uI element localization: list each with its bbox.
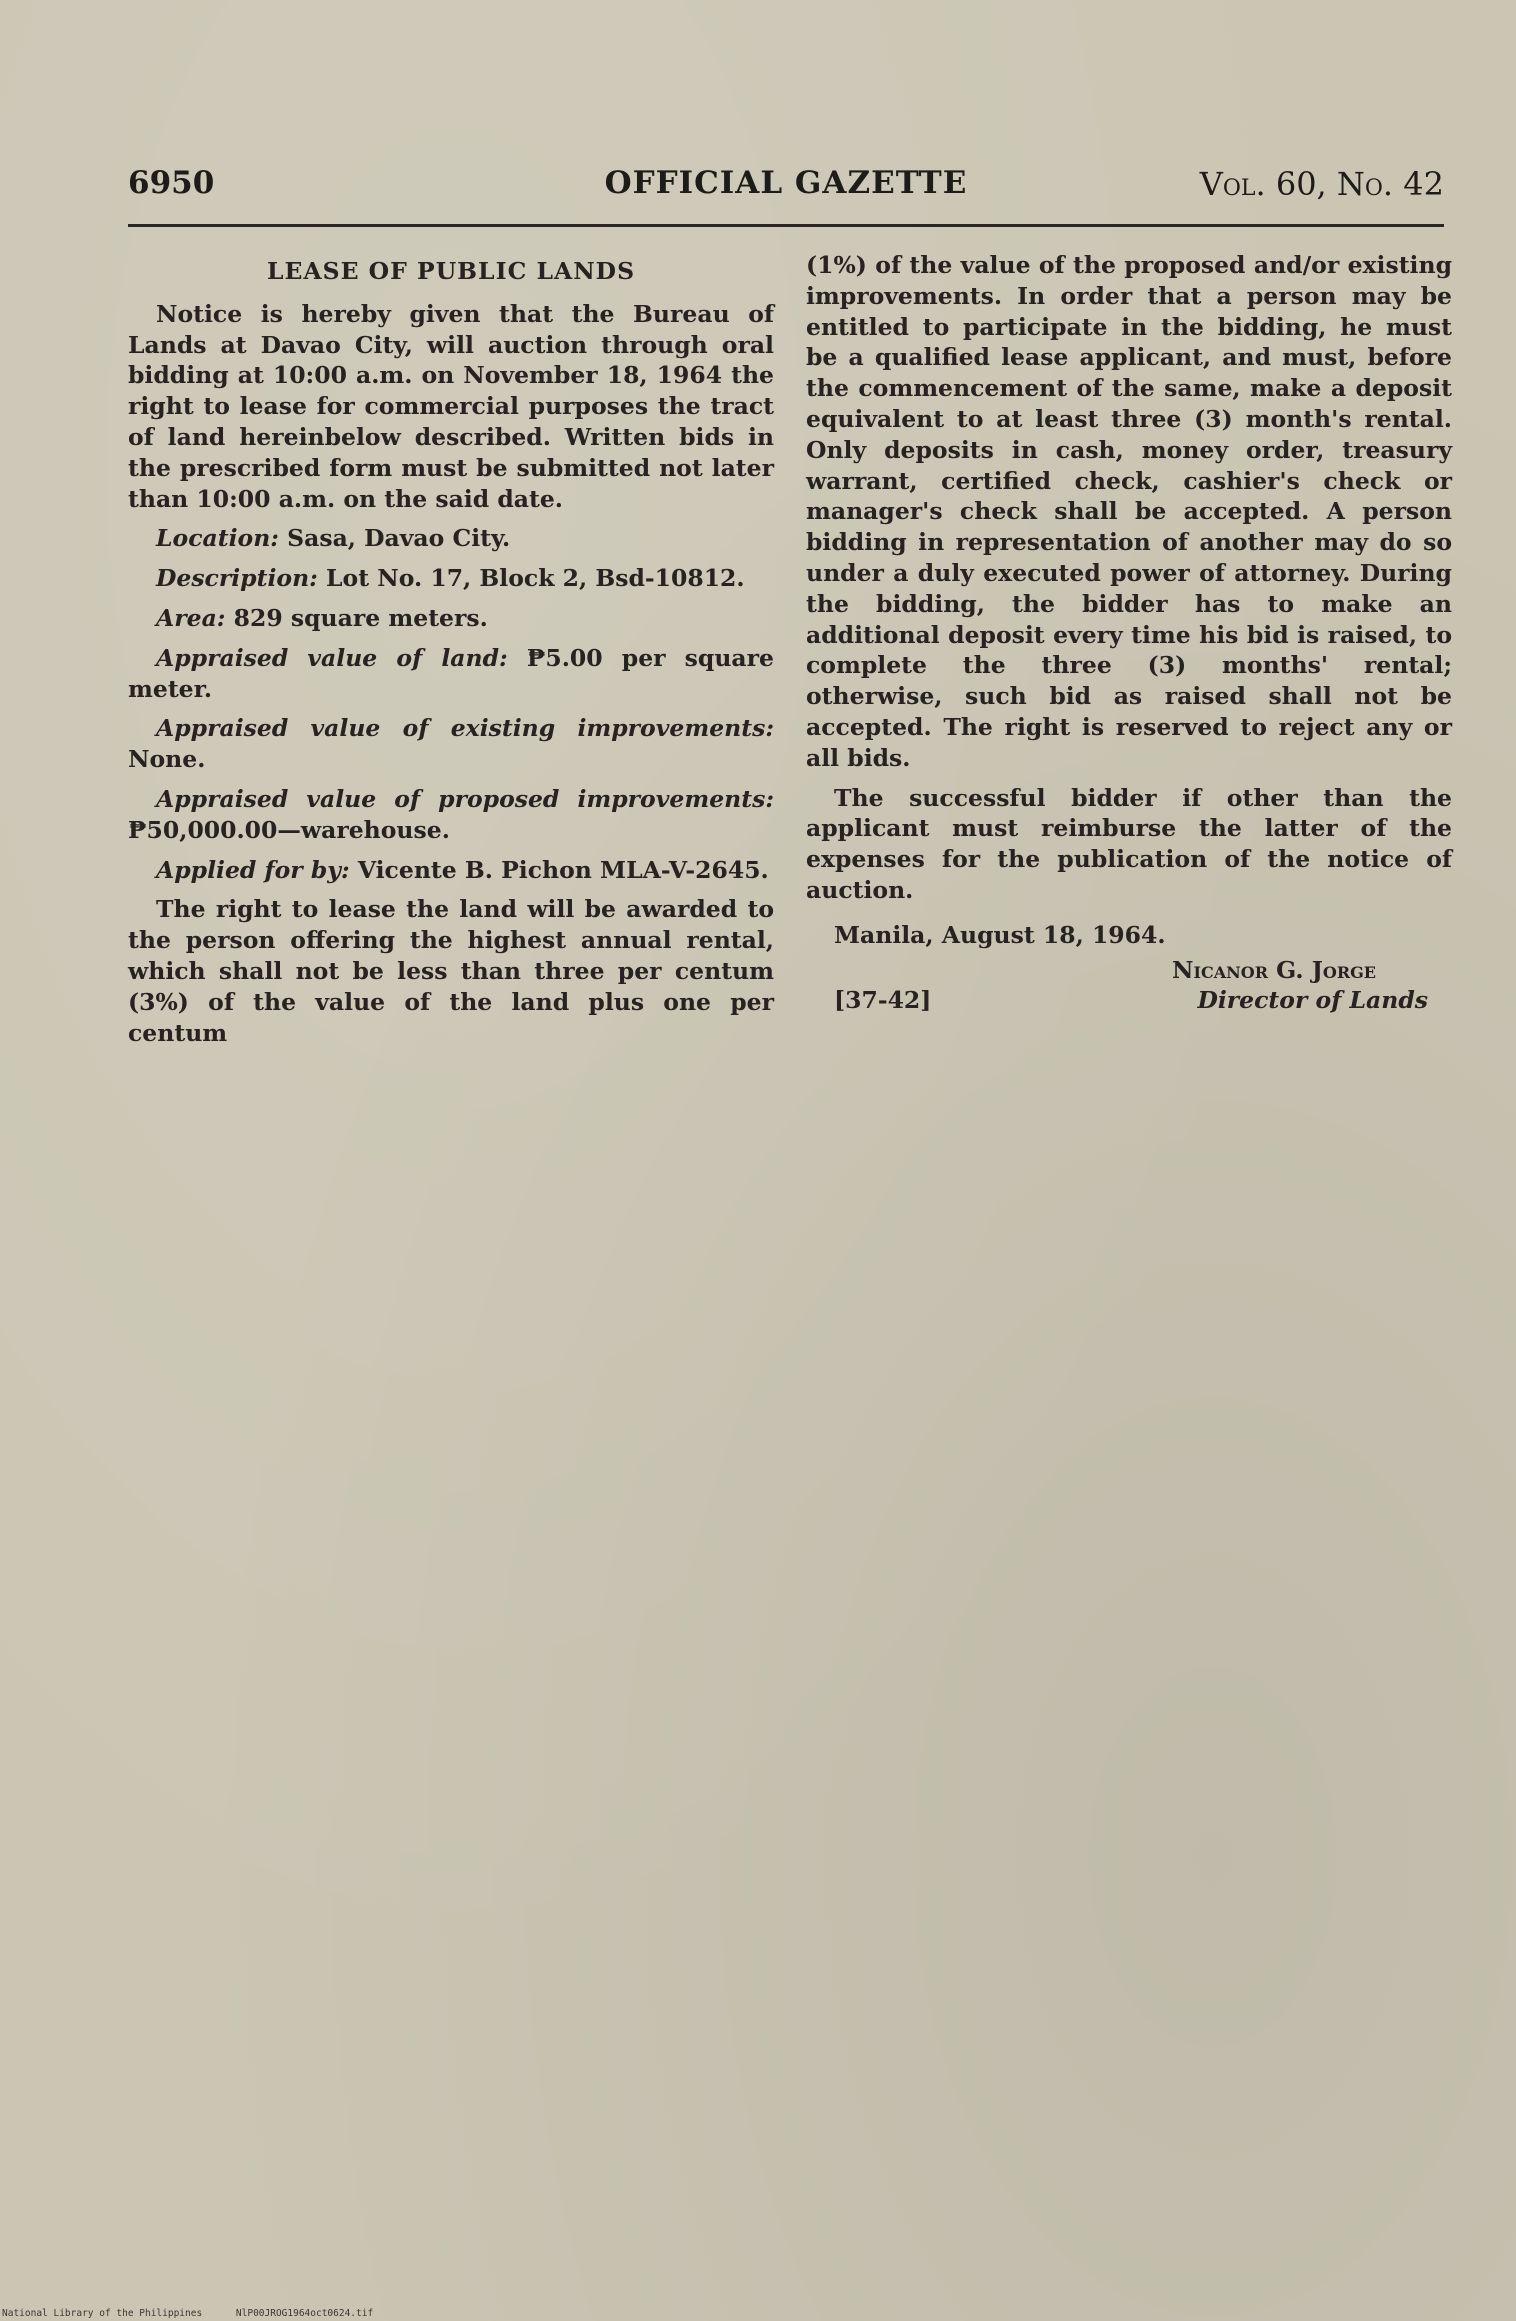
appraised-proposed-value: ₱50,000.00—warehouse.	[128, 815, 450, 844]
issue-reference: [37-42]	[834, 986, 932, 1015]
scan-footer	[2, 2308, 401, 2319]
location-field	[128, 523, 774, 554]
description-value: Lot No. 17, Block 2, Bsd-10812.	[326, 564, 745, 593]
location-value: Sasa, Davao City.	[287, 524, 511, 553]
award-paragraph-continued: (1%) of the value of the proposed and/or existing improvements. In order that a person may be entitled to participate in the bidding, he must be a qualified lease applicant, and must, before the commencement of the same, make a deposit equivalent to at least three (3) month's rental. Only deposits in cash, money order, treasury warrant, certified check, cashier's check or manager's check shall be accepted. A person bidding in representation of another may do so under a duly executed power of attorney. During the bidding, the bidder has to make an additional deposit every time his bid is raised, to complete the three (3) months' rental; otherwise, such bid as raised shall not be accepted. The right is reserved to reject any or all bids.	[806, 251, 1452, 772]
page-number: 6950	[128, 165, 215, 201]
appraised-proposed-label: Appraised value of proposed improvements:	[156, 784, 774, 813]
applied-for-field	[128, 855, 774, 886]
award-paragraph-start: The right to lease the land will be awarded to the person offering the highest annual rental, which shall not be less than three per centum (3%) of the value of the land plus one per centum	[128, 895, 774, 1047]
area-value: 829 square meters.	[233, 603, 488, 632]
signatory-title: Director of Lands	[1197, 986, 1428, 1015]
reimburse-paragraph: The successful bidder if other than the applicant must reimburse the latter of the expenses for the publication of the notice of auction.	[806, 783, 1452, 904]
appraised-proposed-field	[128, 784, 774, 846]
description-field	[128, 563, 774, 594]
applied-for-label: Applied for by:	[156, 855, 350, 884]
volume-issue: Vol. 60, No. 42	[1199, 165, 1444, 203]
area-field	[128, 603, 774, 634]
appraised-land-field	[128, 643, 774, 705]
notice-intro: Notice is hereby given that the Bureau of Lands at Davao City, will auction through oral bidding at 10:00 a.m. on November 18, 1964 the right to lease for commercial purposes the tract of land hereinbelow described. Written bids in the prescribed form must be submitted not later than 10:00 a.m. on the said date.	[128, 299, 774, 513]
location-label: Location:	[156, 524, 279, 553]
appraised-existing-value: None.	[128, 745, 206, 774]
appraised-land-value: ₱5.00 per square meter.	[128, 643, 774, 703]
area-label: Area:	[156, 603, 226, 632]
library-credit: National Library of the Philippines	[2, 2308, 203, 2319]
applied-for-value: Vicente B. Pichon MLA-V-2645.	[357, 855, 769, 884]
signatory-name: Nicanor G. Jorge	[1172, 955, 1376, 984]
appraised-existing-field	[128, 713, 774, 775]
date-line: Manila, August 18, 1964.	[834, 920, 1166, 949]
right-column	[806, 250, 1452, 1017]
signature-row	[806, 985, 1452, 1017]
page-header	[128, 165, 1444, 211]
description-label: Description:	[156, 564, 318, 593]
notice-heading: LEASE OF PUBLIC LANDS	[266, 257, 636, 285]
publication-title: OFFICIAL GAZETTE	[604, 165, 968, 201]
left-column	[128, 250, 774, 1057]
header-rule	[128, 224, 1444, 227]
appraised-existing-label: Appraised value of existing improvements:	[156, 714, 774, 743]
scan-filename: NlP00JROG1964oct0624.tif	[235, 2308, 374, 2319]
appraised-land-label: Appraised value of land:	[156, 643, 508, 672]
